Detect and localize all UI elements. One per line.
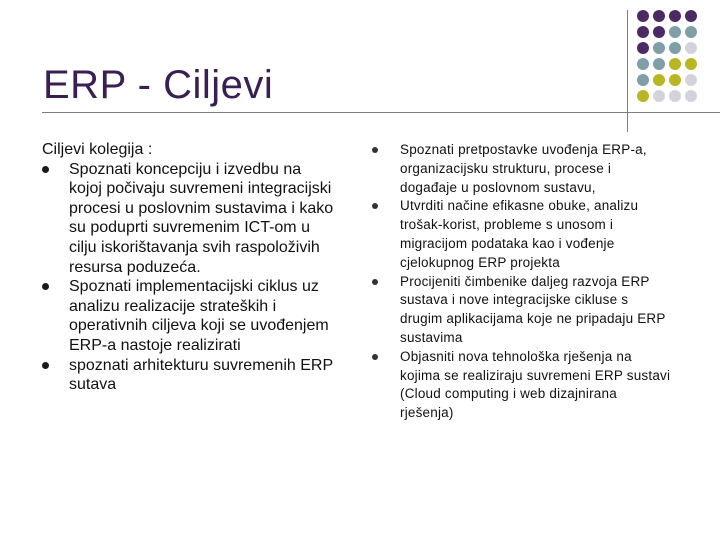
decorative-dot [653, 58, 665, 70]
decorative-dot [685, 10, 697, 22]
decorative-dot [653, 90, 665, 102]
decorative-dot [653, 10, 665, 22]
left-bullet-text: Spoznati implementacijski ciklus uz analizu realizacije strateških i operativnih ciljeva koji se uvođenjem ERP-a nastoje realizirati [69, 278, 329, 354]
decorative-dot [685, 42, 697, 54]
left-bullet-item [42, 356, 337, 395]
vertical-divider [627, 10, 628, 132]
decorative-dot [637, 90, 649, 102]
left-bullet-text: spoznati arhitekturu suvremenih ERP sutava [69, 356, 333, 394]
slide-title: ERP - Ciljevi [43, 63, 274, 107]
decorative-dot [669, 10, 681, 22]
left-bullet-item [42, 277, 337, 355]
right-column [372, 141, 672, 423]
decorative-dot [637, 42, 649, 54]
decorative-dot [685, 90, 697, 102]
decorative-dot [669, 58, 681, 70]
left-bullet-item [42, 160, 337, 278]
decorative-dot [637, 10, 649, 22]
decorative-dot [669, 26, 681, 38]
bullet-icon [372, 354, 378, 360]
right-bullet-text: Spoznati pretpostavke uvođenja ERP-a, organizacijsku strukturu, procese i događaje u poslovnom sustavu, [400, 142, 647, 195]
decorative-dot [653, 74, 665, 86]
decorative-dot [637, 58, 649, 70]
right-bullet-item [372, 348, 672, 423]
decorative-dot [653, 26, 665, 38]
bullet-icon [372, 279, 378, 285]
decorative-dot [669, 42, 681, 54]
left-heading: Ciljevi kolegija : [42, 141, 153, 158]
right-bullet-item [372, 273, 672, 348]
bullet-icon [42, 362, 49, 369]
decorative-dot-grid [637, 10, 717, 105]
bullet-icon [42, 166, 49, 173]
left-bullet-text: Spoznati koncepciju i izvedbu na kojoj počivaju suvremeni integracijski procesi u poslovnim sustavima i kako su poduprti suvremenim ICT-om u cilju iskorištavanja svih raspoloživih resursa poduzeća. [69, 160, 334, 276]
decorative-dot [685, 74, 697, 86]
right-bullet-item [372, 197, 672, 272]
decorative-dot [685, 58, 697, 70]
bullet-icon [372, 147, 378, 153]
decorative-dot [669, 74, 681, 86]
right-bullet-text: Objasniti nova tehnološka rješenja na kojima se realiziraju suvremeni ERP sustavi (Cloud computing i web dizajnirana rješenja) [400, 348, 671, 421]
right-bullet-text: Procijeniti čimbenike daljeg razvoja ERP sustava i nove integracijske cikluse s drugim aplikacijama koje ne pripadaju ERP sustavima [400, 273, 666, 345]
decorative-dot [637, 26, 649, 38]
right-bullet-text: Utvrditi načine efikasne obuke, analizu trošak-korist, probleme s unosom i migracijom podataka kao i vođenje cjelokupnog ERP projekta [400, 198, 639, 270]
left-column [42, 140, 337, 395]
right-bullet-item [372, 141, 672, 197]
decorative-dot [637, 74, 649, 86]
decorative-dot [653, 42, 665, 54]
bullet-icon [42, 283, 49, 290]
decorative-dot [685, 26, 697, 38]
bullet-icon [372, 203, 378, 209]
decorative-dot [669, 90, 681, 102]
title-underline [42, 112, 720, 113]
